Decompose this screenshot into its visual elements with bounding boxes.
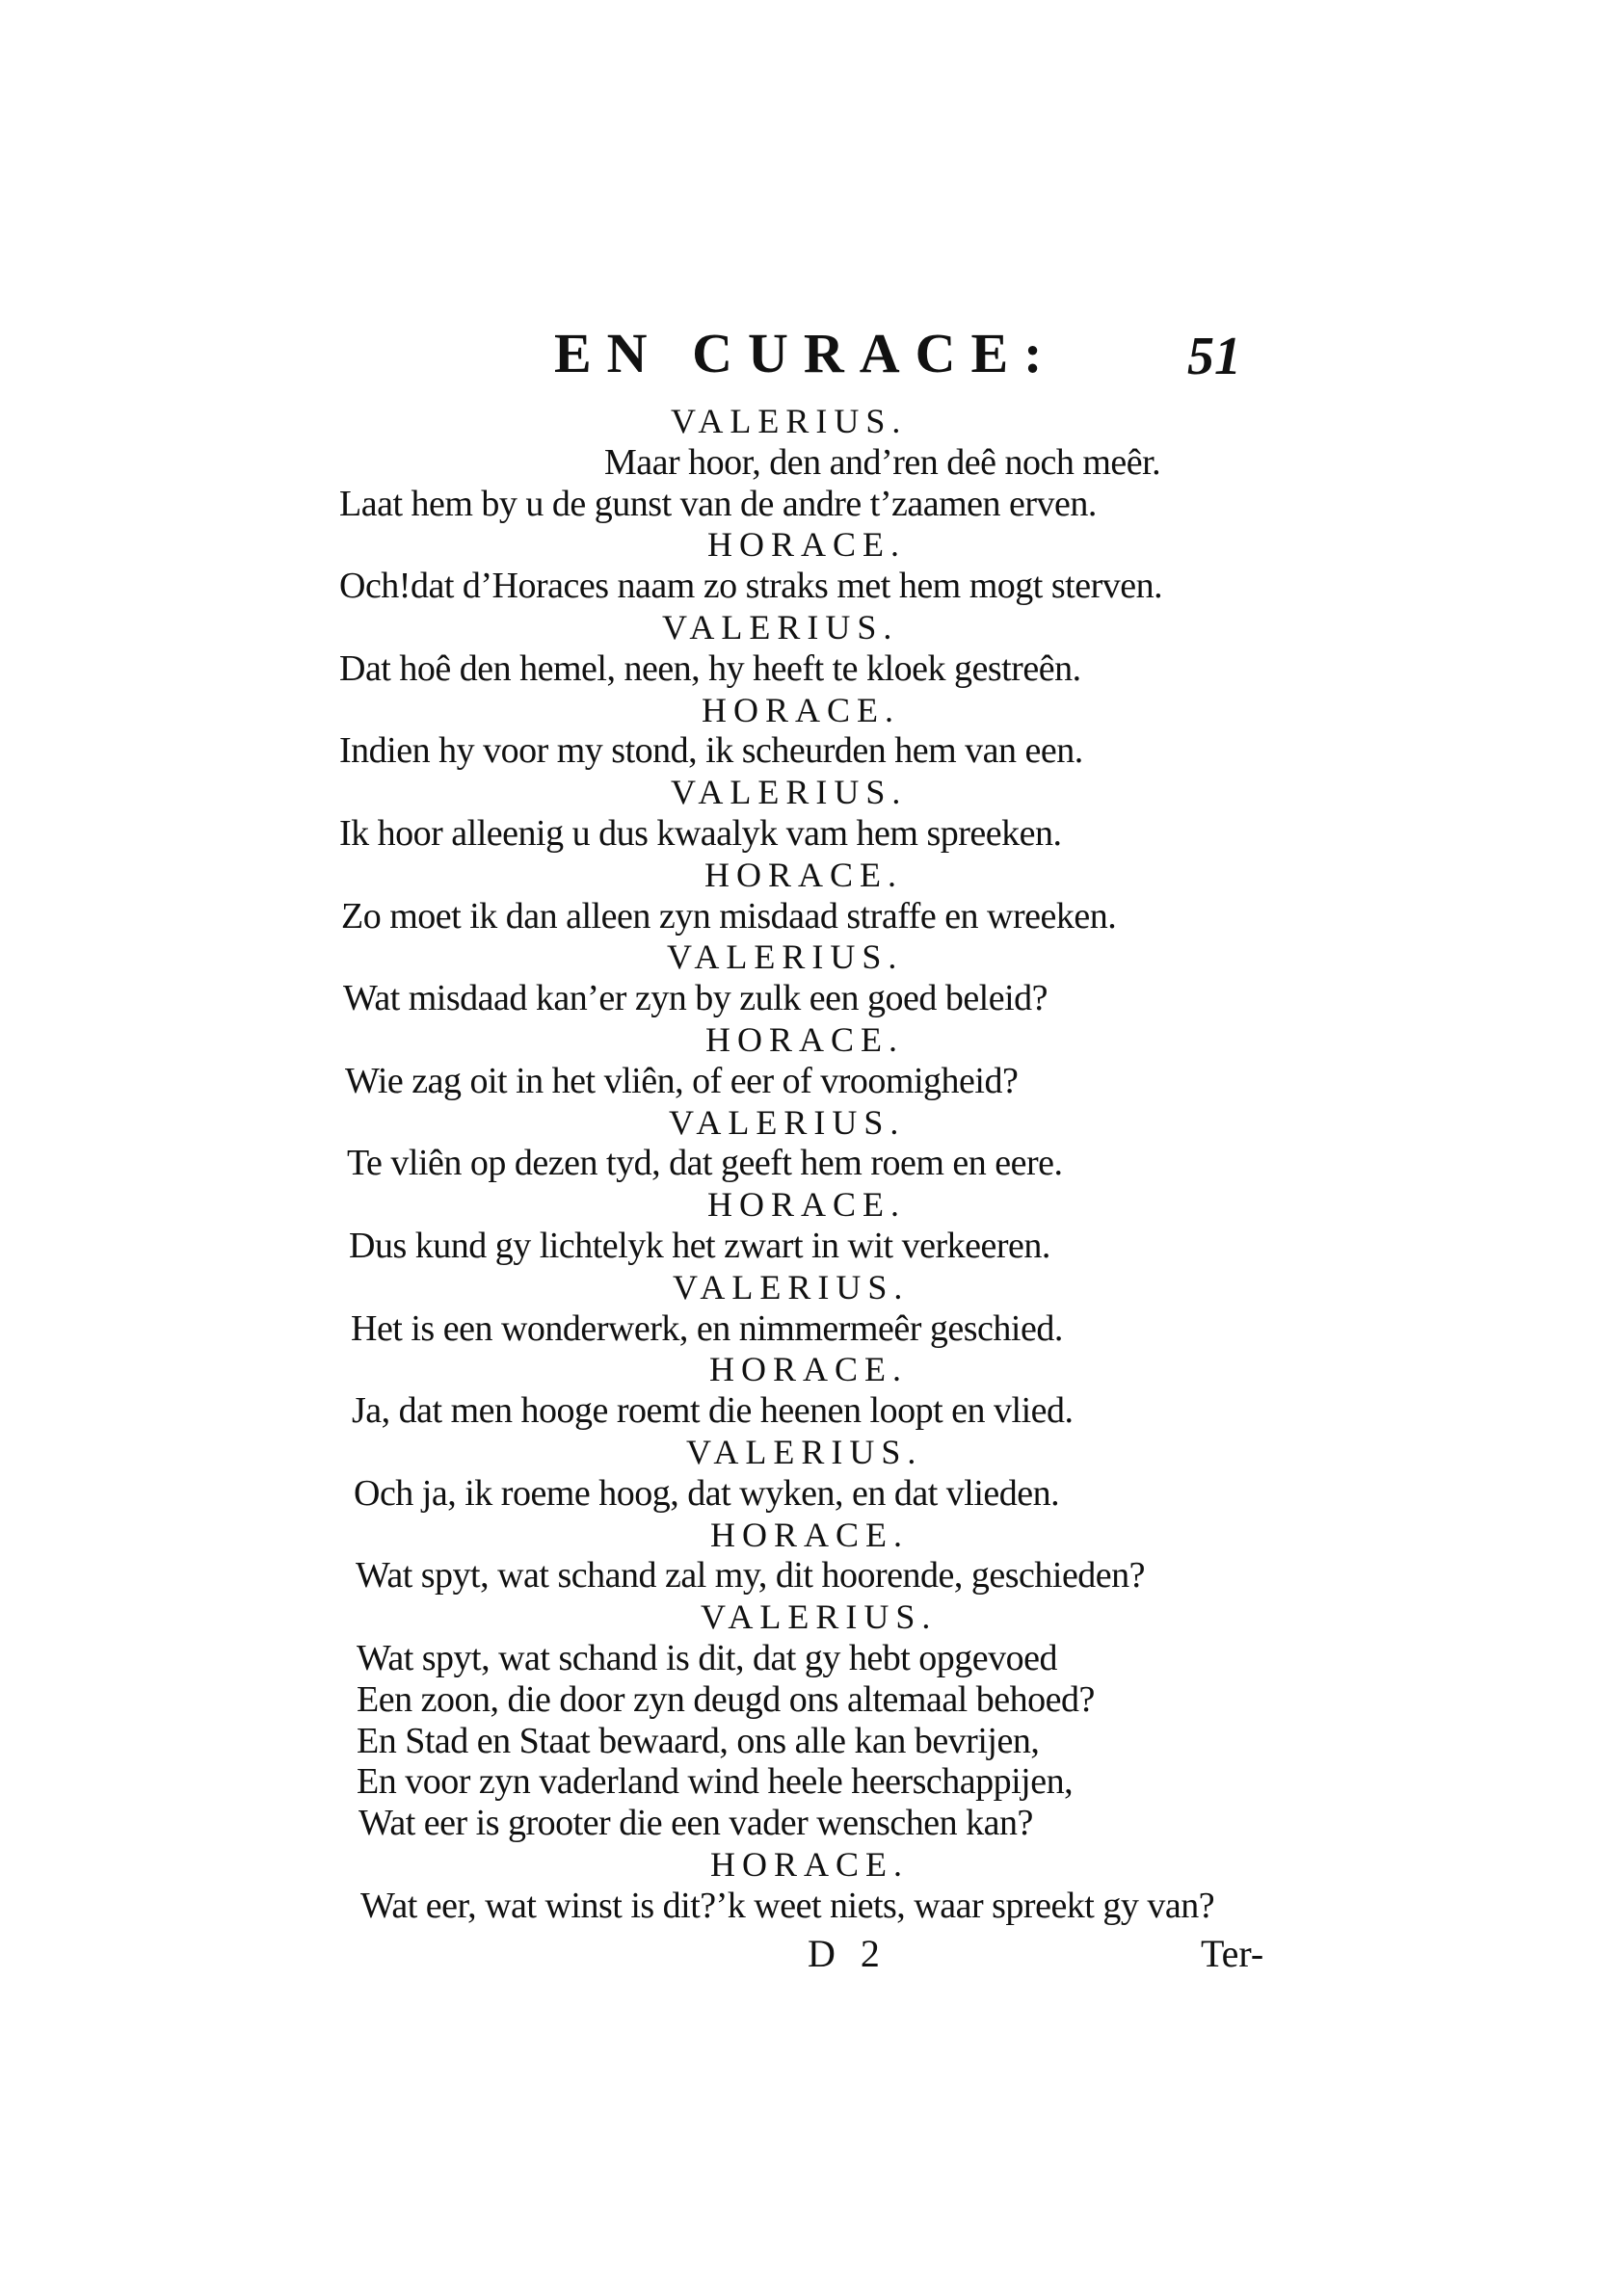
speaker-name: VALERIUS. xyxy=(673,1267,910,1306)
verse-line: Wat misdaad kan’er zyn by zulk een goed beleid? xyxy=(343,978,1048,1019)
speaker-name: HORACE. xyxy=(710,1844,910,1884)
verse-line: Wie zag oit in het vliên, of eer of vroomigheid? xyxy=(345,1060,1019,1101)
speaker-name: VALERIUS. xyxy=(671,402,908,440)
verse-line: Wat spyt, wat schand is dit, dat gy hebt opgevoed xyxy=(357,1637,1058,1678)
verse-line: Een zoon, die door zyn deugd ons altemaal behoed? xyxy=(357,1678,1095,1720)
speaker-name: HORACE. xyxy=(709,1350,909,1389)
verse-line: Dat hoê den hemel, neen, hy heeft te kloek gestreên. xyxy=(339,647,1081,689)
signature-mark: D 2 xyxy=(808,1932,888,1975)
catchword: Ter- xyxy=(1201,1932,1264,1975)
verse-line: En voor zyn vaderland wind heele heerschappijen, xyxy=(357,1761,1074,1803)
speaker-name: VALERIUS. xyxy=(686,1432,923,1471)
speaker-name: VALERIUS. xyxy=(671,773,908,812)
speaker-name: VALERIUS. xyxy=(669,1102,906,1142)
verse-line: Indien hy voor my stond, ik scheurden hem van een. xyxy=(339,730,1083,772)
play-text xyxy=(339,401,1264,1926)
verse-line: Ja, dat men hooge roemt die heenen loopt en vlied. xyxy=(352,1390,1074,1432)
verse-line: Wat eer is grooter die een vader wenschen kan? xyxy=(358,1803,1033,1844)
verse-line: En Stad en Staat bewaard, ons alle kan bevrijen, xyxy=(357,1720,1040,1761)
speaker-name: VALERIUS. xyxy=(667,937,904,977)
verse-line: Wat spyt, wat schand zal my, dit hoorende, geschieden? xyxy=(356,1555,1146,1597)
verse-line: Het is een wonderwerk, en nimmermeêr geschied. xyxy=(351,1307,1063,1349)
verse-line: Dus kund gy lichtelyk het zwart in wit verkeeren. xyxy=(349,1225,1050,1266)
speaker-name: VALERIUS. xyxy=(662,607,899,647)
verse-line: Wat eer, wat winst is dit?’k weet niets, waar spreekt gy van? xyxy=(360,1885,1215,1926)
verse-line: Te vliên op dezen tyd, dat geeft hem roem en eere. xyxy=(347,1143,1063,1184)
speaker-name: HORACE. xyxy=(704,855,904,894)
speaker-name: HORACE. xyxy=(702,690,901,729)
verse-line: Maar hoor, den and’ren deê noch meêr. xyxy=(604,441,1161,483)
speaker-name: HORACE. xyxy=(710,1515,910,1554)
verse-line: Och ja, ik roeme hoog, dat wyken, en dat vlieden. xyxy=(354,1472,1060,1514)
verse-line: Ik hoor alleenig u dus kwaalyk vam hem spreeken. xyxy=(339,812,1062,854)
verse-line: Zo moet ik dan alleen zyn misdaad straffe en wreeken. xyxy=(341,895,1117,937)
speaker-name: VALERIUS. xyxy=(701,1597,938,1637)
page-number: 51 xyxy=(1187,327,1241,386)
verse-line: Laat hem by u de gunst van de andre t’zaamen erven. xyxy=(339,483,1097,524)
speaker-name: HORACE. xyxy=(707,525,907,565)
verse-line: Och!dat d’Horaces naam zo straks met hem mogt sterven. xyxy=(339,566,1163,607)
running-title: EN CURACE: xyxy=(554,322,1058,384)
speaker-name: HORACE. xyxy=(707,1185,907,1225)
speaker-name: HORACE. xyxy=(705,1019,905,1059)
